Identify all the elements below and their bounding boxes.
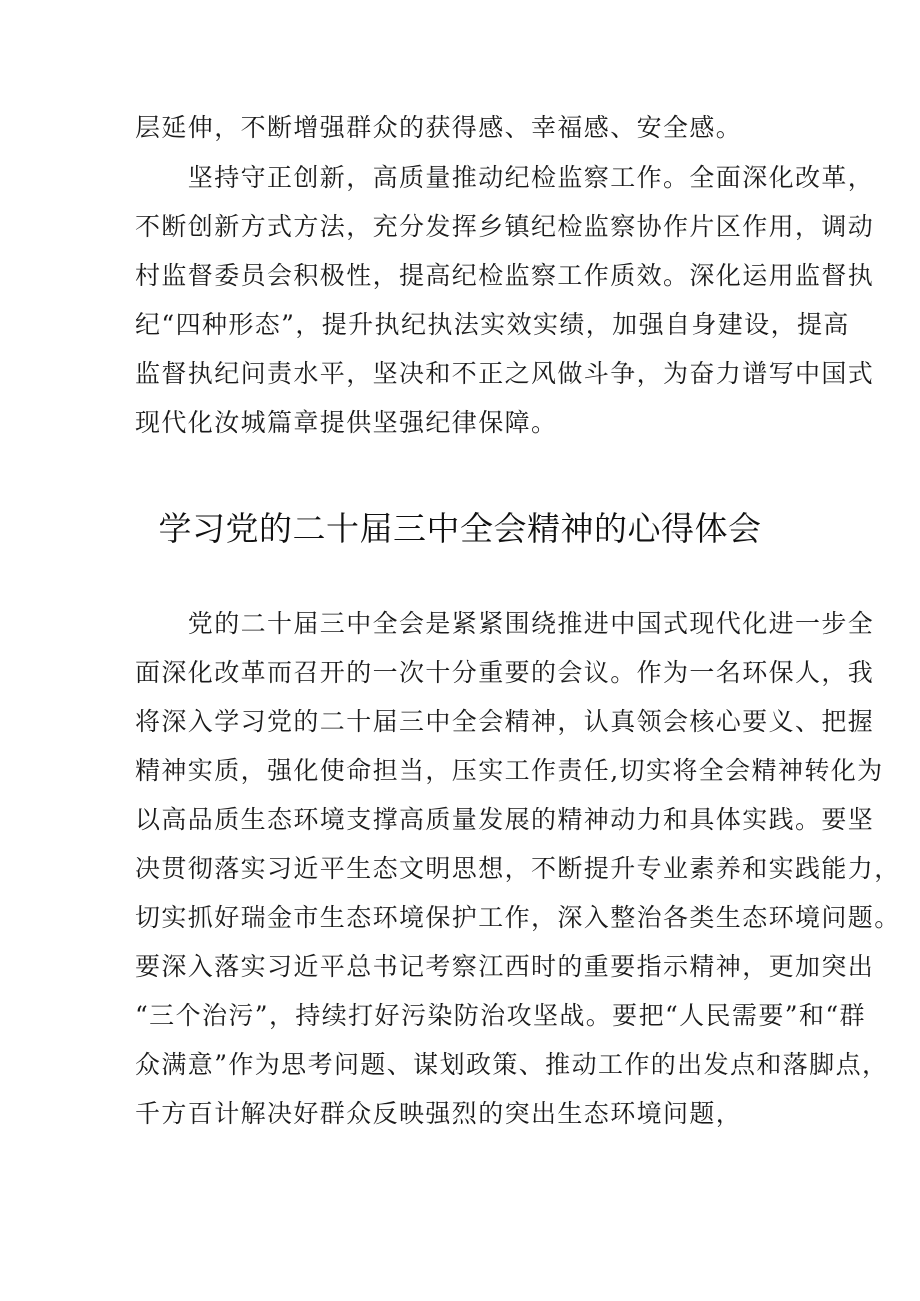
paragraph-line: 现代化汝城篇章提供坚强纪律保障。 — [135, 408, 558, 437]
paragraph-line: 纪“四种形态”，提升执纪执法实效实绩，加强自身建设，提高 — [135, 310, 850, 339]
paragraph-line: 监督执纪问责水平，坚决和不正之风做斗争，为奋力谱写中国式 — [135, 359, 875, 388]
paragraph-line: 面深化改革而召开的一次十分重要的会议。作为一名环保人，我 — [135, 658, 875, 687]
paragraph-line: 众满意”作为思考问题、谋划政策、推动工作的出发点和落脚点， — [135, 1050, 889, 1079]
paragraph-line: 决贯彻落实习近平生态文明思想，不断提升专业素养和实践能力， — [135, 854, 901, 883]
paragraph-line: 千方百计解决好群众反映强烈的突出生态环境问题， — [135, 1099, 743, 1128]
paragraph-line: 坚持守正创新，高质量推动纪检监察工作。全面深化改革， — [135, 163, 875, 192]
paragraph-line: 要深入落实习近平总书记考察江西时的重要指示精神，更加突出 — [135, 952, 875, 981]
paragraph-line: 精神实质，强化使命担当，压实工作责任,切实将全会精神转化为 — [135, 756, 884, 785]
paragraph-line: 以高品质生态环境支撑高质量发展的精神动力和具体实践。要坚 — [135, 805, 875, 834]
paragraph-line: 切实抓好瑞金市生态环境保护工作，深入整治各类生态环境问题。 — [135, 903, 901, 932]
continuation-line: 层延伸，不断增强群众的获得感、幸福感、安全感。 — [135, 113, 743, 142]
paragraph-line: 村监督委员会积极性，提高纪检监察工作质效。深化运用监督执 — [135, 261, 875, 290]
paragraph-line: 不断创新方式方法，充分发挥乡镇纪检监察协作片区作用，调动 — [135, 212, 875, 241]
paragraph-line: “三个治污”，持续打好污染防治攻坚战。要把“人民需要”和“群 — [135, 1001, 866, 1030]
paragraph-line: 将深入学习党的二十届三中全会精神，认真领会核心要义、把握 — [135, 707, 875, 736]
paragraph-line: 党的二十届三中全会是紧紧围绕推进中国式现代化进一步全 — [135, 609, 875, 638]
document-title: 学习党的二十届三中全会精神的心得体会 — [158, 509, 762, 548]
